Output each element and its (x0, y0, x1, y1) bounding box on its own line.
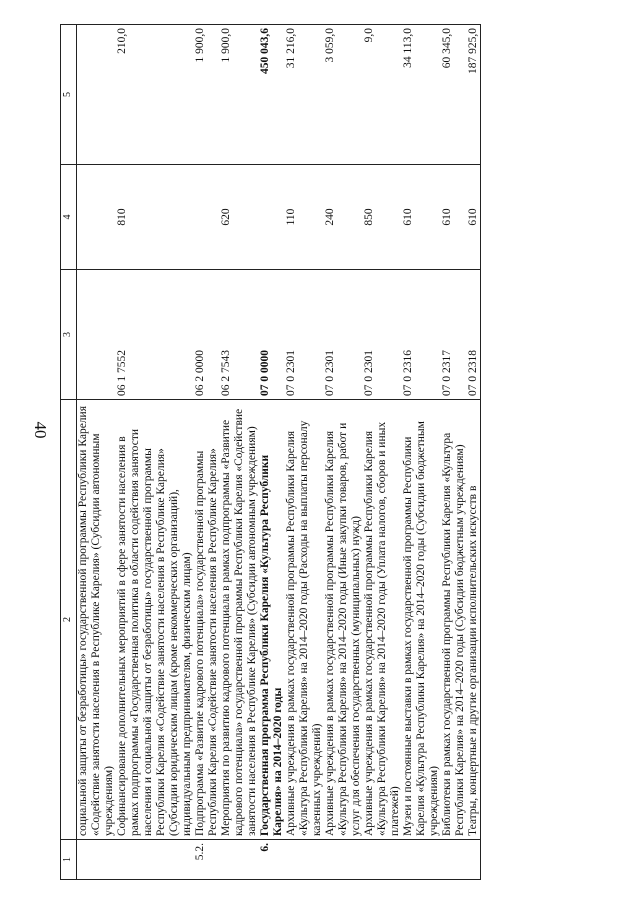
item-name: Музеи и постоянные выставки в рамках государственной программы Республики Карелия «Культура Республики Карелия» на 2014–2020 годы (Субсидии бюджетным учреждениям) (402, 400, 441, 840)
table-row (77, 25, 117, 880)
amount: 34 113,0 (402, 25, 441, 165)
expense-type: 610 (402, 165, 441, 270)
table-row (363, 25, 402, 880)
table-row (441, 25, 467, 880)
table-row (285, 25, 324, 880)
table-row (467, 25, 481, 880)
budget-table (60, 24, 481, 880)
page-number: 40 (31, 421, 50, 439)
row-number (116, 840, 194, 880)
amount: 60 345,0 (441, 25, 467, 165)
amount: 9,0 (363, 25, 402, 165)
table-row (116, 25, 194, 880)
item-name: Государственная программа Республики Карелия «Культура Республики Карелия» на 2014–2020 годы (259, 400, 285, 840)
item-name: Архивные учреждения в рамках государственной программы Республики Карелия «Культура Республики Карелия» на 2014–2020 годы (Иные закупки товаров, работ и услуг для обеспечения государственных (муниципальных) нужд) (324, 400, 363, 840)
row-number: 6. (259, 840, 285, 880)
expense-type (259, 165, 285, 270)
table-row (402, 25, 441, 880)
row-number (324, 840, 363, 880)
expense-type: 810 (116, 165, 194, 270)
target-code: 07 0 2316 (402, 270, 441, 400)
row-number (285, 840, 324, 880)
header-cell: 4 (61, 165, 77, 270)
amount: 210,0 (116, 25, 194, 165)
target-code: 07 0 2301 (324, 270, 363, 400)
header-cell: 2 (61, 400, 77, 840)
target-code: 07 0 2301 (363, 270, 402, 400)
header-cell: 5 (61, 25, 77, 165)
item-name: Архивные учреждения в рамках государственной программы Республики Карелия «Культура Республики Карелия» на 2014–2020 годы (Уплата налогов, сборов и иных платежей) (363, 400, 402, 840)
row-number (363, 840, 402, 880)
amount: 1 900,0 (220, 25, 259, 165)
expense-type (194, 165, 220, 270)
target-code: 07 0 0000 (259, 270, 285, 400)
item-name: социальной защиты от безработицы» государственной программы Республики Карелия «Содействие занятости населения в Республике Карелия» (Субсидии автономным учреждениям) (77, 400, 117, 840)
table-row (259, 25, 285, 880)
item-name: Архивные учреждения в рамках государственной программы Республики Карелия «Культура Республики Карелия» на 2014–2020 годы (Расходы на выплаты персоналу казенных учреждений) (285, 400, 324, 840)
target-code: 06 2 0000 (194, 270, 220, 400)
expense-type: 110 (285, 165, 324, 270)
row-number (220, 840, 259, 880)
expense-type: 610 (441, 165, 467, 270)
amount (77, 25, 117, 165)
row-number (402, 840, 441, 880)
expense-type (77, 165, 117, 270)
item-name: Библиотеки в рамках государственной программы Республики Карелия «Культура Республики Карелия» на 2014–2020 годы (Субсидии бюджетным учреждениям) (441, 400, 467, 840)
item-name: Подпрограмма «Развитие кадрового потенциала» государственной программы Республики Карелия «Содействие занятости населения в Республике Карелия» (194, 400, 220, 840)
target-code: 06 1 7552 (116, 270, 194, 400)
table-row (220, 25, 259, 880)
amount: 187 925,0 (467, 25, 481, 165)
amount: 1 900,0 (194, 25, 220, 165)
header-row (61, 25, 77, 880)
row-number (467, 840, 481, 880)
amount: 3 059,0 (324, 25, 363, 165)
rotated-page (60, 20, 600, 880)
row-number (441, 840, 467, 880)
expense-type: 240 (324, 165, 363, 270)
row-number: 5.2. (194, 840, 220, 880)
target-code: 07 0 2318 (467, 270, 481, 400)
item-name: Театры, концертные и другие организации исполнительских искусств в (467, 400, 481, 840)
row-number (77, 840, 117, 880)
amount: 31 216,0 (285, 25, 324, 165)
expense-type: 610 (467, 165, 481, 270)
target-code: 06 2 7543 (220, 270, 259, 400)
expense-type: 850 (363, 165, 402, 270)
item-name: Мероприятия по развитию кадрового потенциала в рамках подпрограммы «Развитие кадрового потенциала» государственной программы Республики Карелия «Содействие занятости населения в Республике Карелия» (Субсидии автономным учреждениям) (220, 400, 259, 840)
table-row (194, 25, 220, 880)
amount: 450 043,6 (259, 25, 285, 165)
table-row (324, 25, 363, 880)
header-cell: 1 (61, 840, 77, 880)
item-name: Софинансирование дополнительных мероприятий в сфере занятости населения в рамках подпрограммы «Государственная политика в области содействия занятости населения и социальной защиты от безработицы» государственной программы Республики Карелия «Содействие занятости населения в Республике Карелия» (Субсидии юридическим лицам (кроме некоммерческих организаций), индивидуальным предпринимателям, физическим лицам) (116, 400, 194, 840)
target-code (77, 270, 117, 400)
header-cell: 3 (61, 270, 77, 400)
target-code: 07 0 2301 (285, 270, 324, 400)
target-code: 07 0 2317 (441, 270, 467, 400)
expense-type: 620 (220, 165, 259, 270)
